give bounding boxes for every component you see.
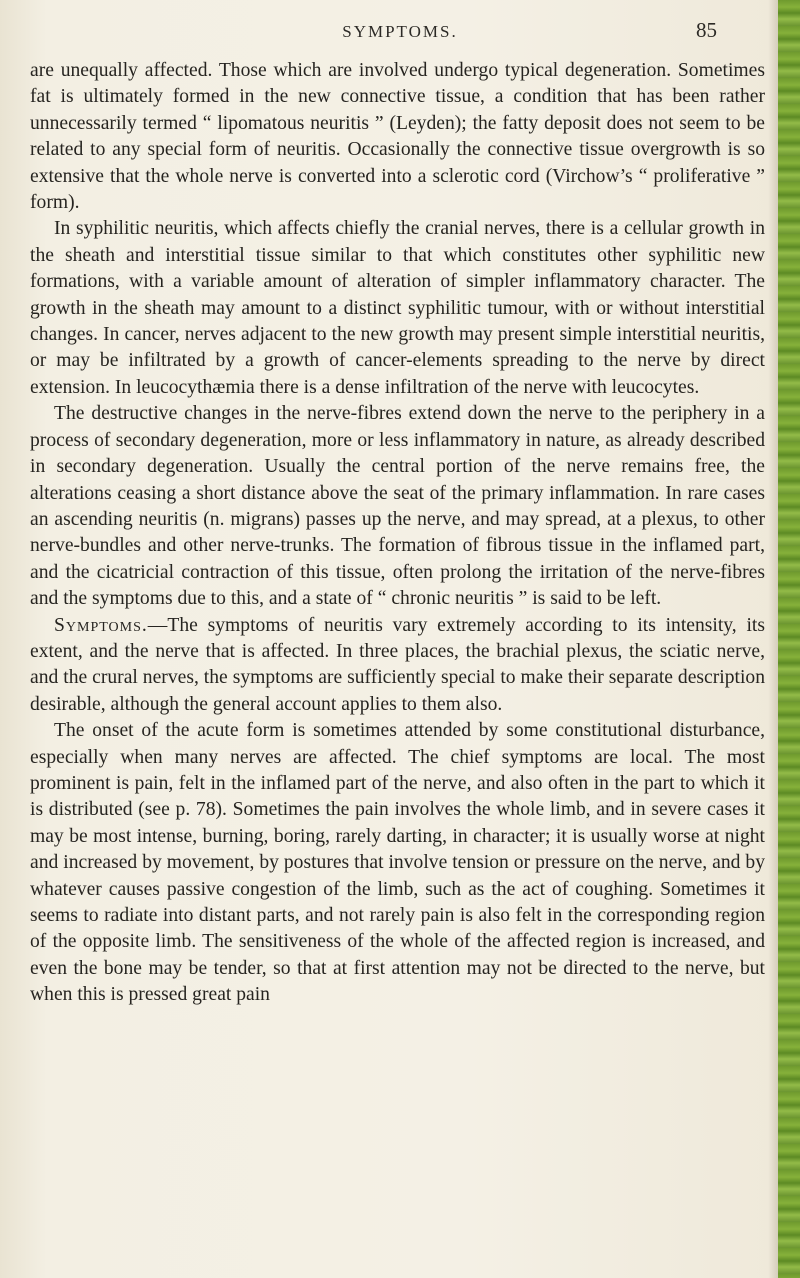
book-binding-edge [778, 0, 800, 1278]
page-gutter-shadow [768, 0, 778, 1278]
section-heading: Symptoms. [54, 614, 148, 636]
running-title: SYMPTOMS. [342, 22, 458, 41]
paragraph-1: are unequally affected. Those which are involved undergo typical degeneration. Sometimes fat is ultimately formed in the new connective tissue, a condition that has been rather unnecessarily termed “ lipomatous neuritis ” (Leyden); the fatty deposit does not seem to be related to any special form of neuritis. Occasionally the connective tissue overgrowth is so extensive that the whole nerve is converted into a sclerotic cord (Virchow’s “ proliferative ” form). [30, 60, 765, 214]
paragraph-4 [30, 613, 765, 719]
body-text [30, 58, 765, 1009]
paragraph-4-text: —The symptoms of neuritis vary extremely according to its intensity, its extent, and the nerve that is affected. In three places, the brachial plexus, the sciatic nerve, and the crural nerves, the symptoms are sufficiently special to make their separate description desirable, although the general account applies to them also. [30, 614, 765, 715]
paragraph-5: The onset of the acute form is sometimes attended by some constitutional disturbance, especially when many nerves are affected. The chief symptoms are local. The most prominent is pain, felt in the inflamed part of the nerve, and also often in the part to which it is distributed (see p. 78). Sometimes the pain involves the whole limb, and in severe cases it may be most intense, burning, boring, rarely darting, in character; it is usually worse at night and increased by movement, by postures that involve tension or pressure on the nerve, and by whatever causes passive congestion of the limb, such as the act of coughing. Sometimes it seems to radiate into distant parts, and not rarely pain is also felt in the corresponding region of the opposite limb. The sensitiveness of the whole of the affected region is increased, and even the bone may be tender, so that at first attention may not be directed to the nerve, but when this is pressed great pain [30, 720, 765, 1006]
paragraph-2: In syphilitic neuritis, which affects chiefly the cranial nerves, there is a cellular growth in the sheath and interstitial tissue similar to that which constitutes other syphilitic new formations, with a variable amount of alteration of simpler inflammatory character. The growth in the sheath may amount to a distinct syphilitic tumour, with or without interstitial changes. In cancer, nerves adjacent to the new growth may present simple interstitial neuritis, or may be infiltrated by a growth of cancer-elements spreading to the nerve by direct extension. In leucocythæmia there is a dense infiltration of the nerve with leucocytes. [30, 218, 765, 398]
page-number: 85 [696, 18, 717, 42]
paragraph-3: The destructive changes in the nerve-fibres extend down the nerve to the periphery in a process of secondary degeneration, more or less inflammatory in nature, as already described in secondary degeneration. Usually the central portion of the nerve remains free, the alterations ceasing a short distance above the seat of the primary inflammation. In rare cases an ascending neuritis (n. migrans) passes up the nerve, and may spread, at a plexus, to other nerve-bundles and other nerve-trunks. The formation of fibrous tissue in the inflamed part, and the cicatricial contraction of this tissue, often prolong the irritation of the nerve-fibres and the symptoms due to this, and a state of “ chronic neuritis ” is said to be left. [30, 403, 765, 610]
